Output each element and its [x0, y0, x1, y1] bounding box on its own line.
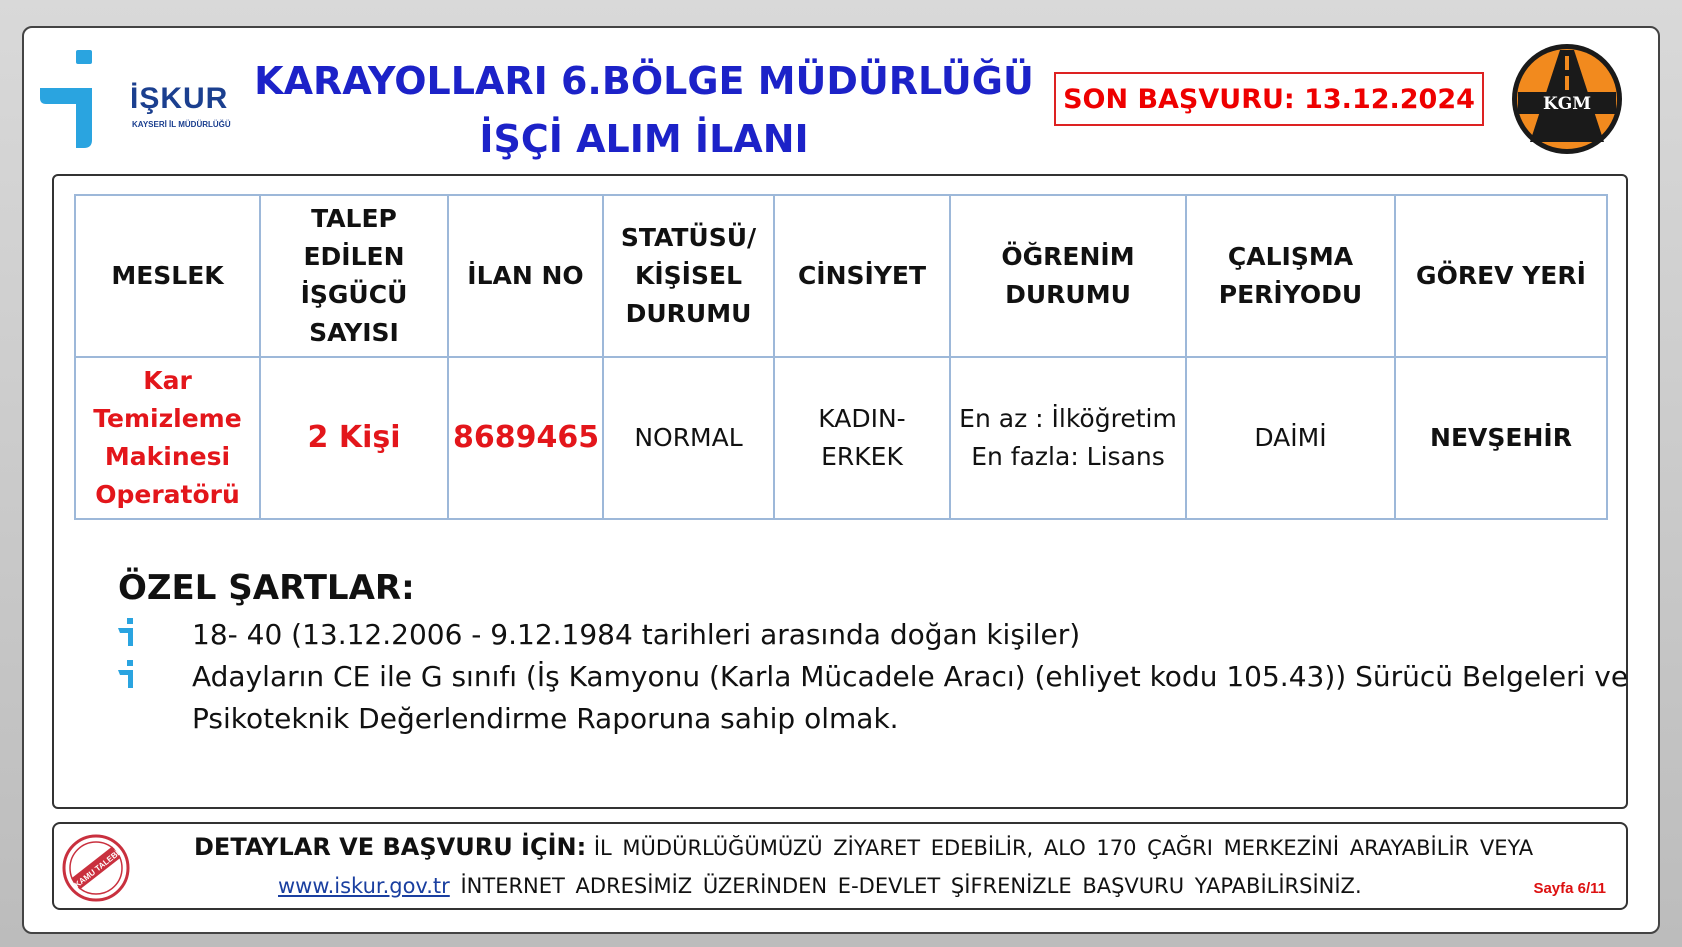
footer-line-2	[278, 870, 1362, 902]
kgm-road-icon	[1510, 42, 1624, 156]
kgm-logo	[1510, 42, 1624, 156]
page-title	[249, 52, 1039, 168]
iskur-bullet-icon	[118, 618, 138, 648]
iskur-name: İŞKUR	[130, 82, 229, 115]
cell-ogrenim: En az : İlköğretim En fazla: Lisans	[950, 357, 1186, 519]
header-periyot: ÇALIŞMA PERİYODU	[1186, 195, 1395, 357]
cell-periyot: DAİMİ	[1186, 357, 1395, 519]
iskur-bullet-icon	[118, 660, 138, 690]
header-ilan-no: İLAN NO	[448, 195, 603, 357]
job-table	[74, 194, 1608, 520]
application-info-footer	[52, 822, 1628, 910]
footer-line-2-text: İNTERNET ADRESİMİZ ÜZERİNDEN E-DEVLET ŞİFRENİZLE BAŞVURU YAPABİLİRSİNİZ.	[460, 874, 1362, 898]
cell-talep: 2 Kişi	[260, 357, 448, 519]
footer-line-1	[194, 830, 1533, 865]
table-row	[75, 357, 1607, 519]
condition-text: 18- 40 (13.12.2006 - 9.12.1984 tarihleri arasında doğan kişiler)	[192, 618, 1081, 651]
deadline-badge: SON BAŞVURU: 13.12.2024	[1054, 72, 1484, 126]
kgm-label: KGM	[1542, 94, 1592, 114]
header-gorev-yeri: GÖREV YERİ	[1395, 195, 1607, 357]
special-conditions-title: ÖZEL ŞARTLAR:	[118, 568, 415, 608]
page-number: Sayfa 6/11	[1533, 880, 1606, 897]
table-header-row	[75, 195, 1607, 357]
condition-text: Adayların CE ile G sınıfı (İş Kamyonu (Karla Mücadele Aracı) (ehliyet kodu 105.43)) Sürücü Belgeleri ve Psikoteknik Değerlendirme Raporuna sahip olmak.	[192, 660, 1629, 735]
iskur-subtitle: KAYSERİ İL MÜDÜRLÜĞÜ	[132, 120, 231, 129]
footer-lead: DETAYLAR VE BAŞVURU İÇİN:	[194, 833, 587, 861]
cell-meslek: Kar Temizleme Makinesi Operatörü	[75, 357, 260, 519]
cell-cinsiyet: KADIN- ERKEK	[774, 357, 950, 519]
cell-gorev-yeri: NEVŞEHİR	[1395, 357, 1607, 519]
cell-ilan-no: 8689465	[448, 357, 603, 519]
iskur-i-icon	[40, 48, 130, 152]
title-line-1: KARAYOLLARI 6.BÖLGE MÜDÜRLÜĞÜ	[254, 59, 1034, 103]
kamu-talebi-stamp-icon	[60, 832, 132, 904]
job-details-panel	[52, 174, 1628, 809]
header-cinsiyet: CİNSİYET	[774, 195, 950, 357]
header-meslek: MESLEK	[75, 195, 260, 357]
header-statu: STATÜSÜ/ KİŞİSEL DURUMU	[603, 195, 774, 357]
cell-statu: NORMAL	[603, 357, 774, 519]
header-talep: TALEP EDİLEN İŞGÜCÜ SAYISI	[260, 195, 448, 357]
title-line-2: İŞÇİ ALIM İLANI	[479, 117, 809, 161]
iskur-logo	[40, 48, 240, 152]
iskur-website-link[interactable]: www.iskur.gov.tr	[278, 874, 450, 898]
footer-line-1-text: İL MÜDÜRLÜĞÜMÜZÜ ZİYARET EDEBİLİR, ALO 170 ÇAĞRI MERKEZİNİ ARAYABİLİR VEYA	[593, 836, 1534, 860]
header-ogrenim: ÖĞRENİM DURUMU	[950, 195, 1186, 357]
stamp-text: KAMU TALEBİ	[72, 848, 122, 890]
job-posting-page	[22, 26, 1660, 934]
